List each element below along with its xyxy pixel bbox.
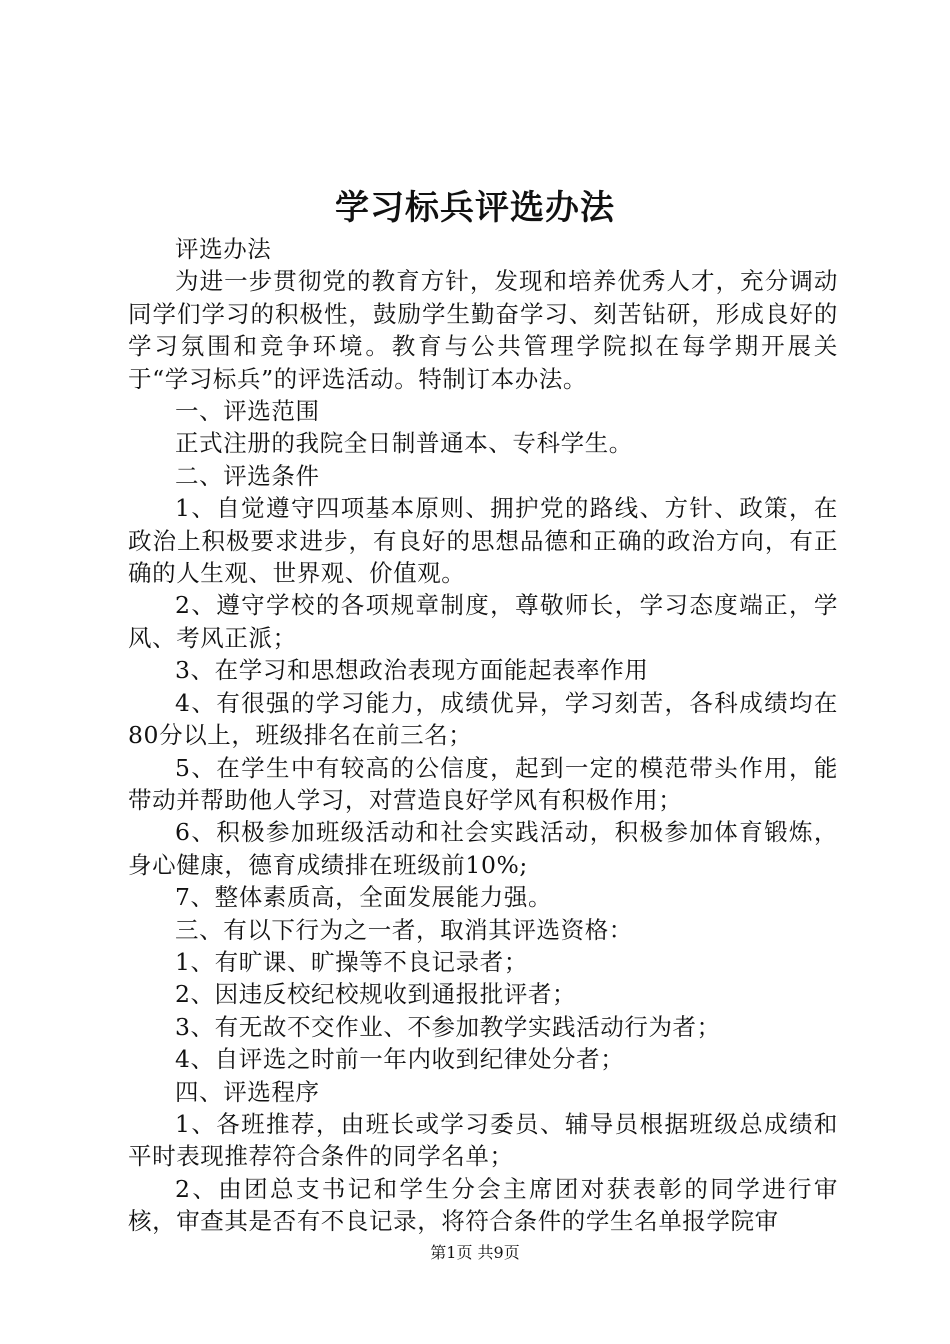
section-heading: 四、评选程序: [175, 1077, 320, 1106]
section-heading: 二、评选条件: [175, 461, 320, 490]
document-body: [128, 233, 838, 1238]
list-item: 4、自评选之时前一年内收到纪律处分者；: [175, 1045, 625, 1074]
list-item: 2、由团总支书记和学生分会主席团对获表彰的同学进行审核，审查其是否有不良记录，将符合条件的学生名单报学院审: [128, 1174, 838, 1236]
paragraph: 正式注册的我院全日制普通本、专科学生。: [175, 429, 633, 458]
list-item: 7、整体素质高，全面发展能力强。: [175, 883, 553, 912]
list-item: 2、遵守学校的各项规章制度，尊敬师长，学习态度端正，学风、考风正派；: [128, 591, 838, 652]
page-number-footer: 第1页 共9页: [430, 1243, 520, 1262]
paragraph: 评选办法: [175, 235, 272, 263]
list-item: 1、有旷课、旷操等不良记录者；: [175, 947, 528, 976]
section-heading: 三、有以下行为之一者，取消其评选资格：: [175, 915, 633, 944]
paragraph: 为进一步贯彻党的教育方针，发现和培养优秀人才，充分调动同学们学习的积极性，鼓励学生勤奋学习、刻苦钻研，形成良好的学习氛围和竞争环境。教育与公共管理学院拟在每学期开展关于“学习标兵”的评选活动。特制订本办法。: [128, 267, 838, 393]
list-item: 3、有无故不交作业、不参加教学实践活动行为者；: [175, 1012, 721, 1041]
list-item: 3、在学习和思想政治表现方面能起表率作用: [175, 656, 649, 685]
list-item: 1、各班推荐，由班长或学习委员、辅导员根据班级总成绩和平时表现推荐符合条件的同学名单；: [128, 1109, 838, 1171]
list-item: 5、在学生中有较高的公信度，起到一定的模范带头作用，能带动并帮助他人学习，对营造良好学风有积极作用；: [128, 753, 838, 814]
list-item: 1、自觉遵守四项基本原则、拥护党的路线、方针、政策，在政治上积极要求进步，有良好的思想品德和正确的政治方向，有正确的人生观、世界观、价值观。: [128, 494, 838, 588]
list-item: 4、有很强的学习能力，成绩优异，学习刻苦，各科成绩均在80分以上，班级排名在前三名；: [128, 688, 838, 750]
list-item: 6、积极参加班级活动和社会实践活动，积极参加体育锻炼，身心健康，德育成绩排在班级前10%;: [128, 818, 838, 879]
document-title: 学习标兵评选办法: [335, 188, 615, 228]
section-heading: 一、评选范围: [175, 397, 320, 426]
list-item: 2、因违反校纪校规收到通报批评者；: [175, 980, 577, 1009]
